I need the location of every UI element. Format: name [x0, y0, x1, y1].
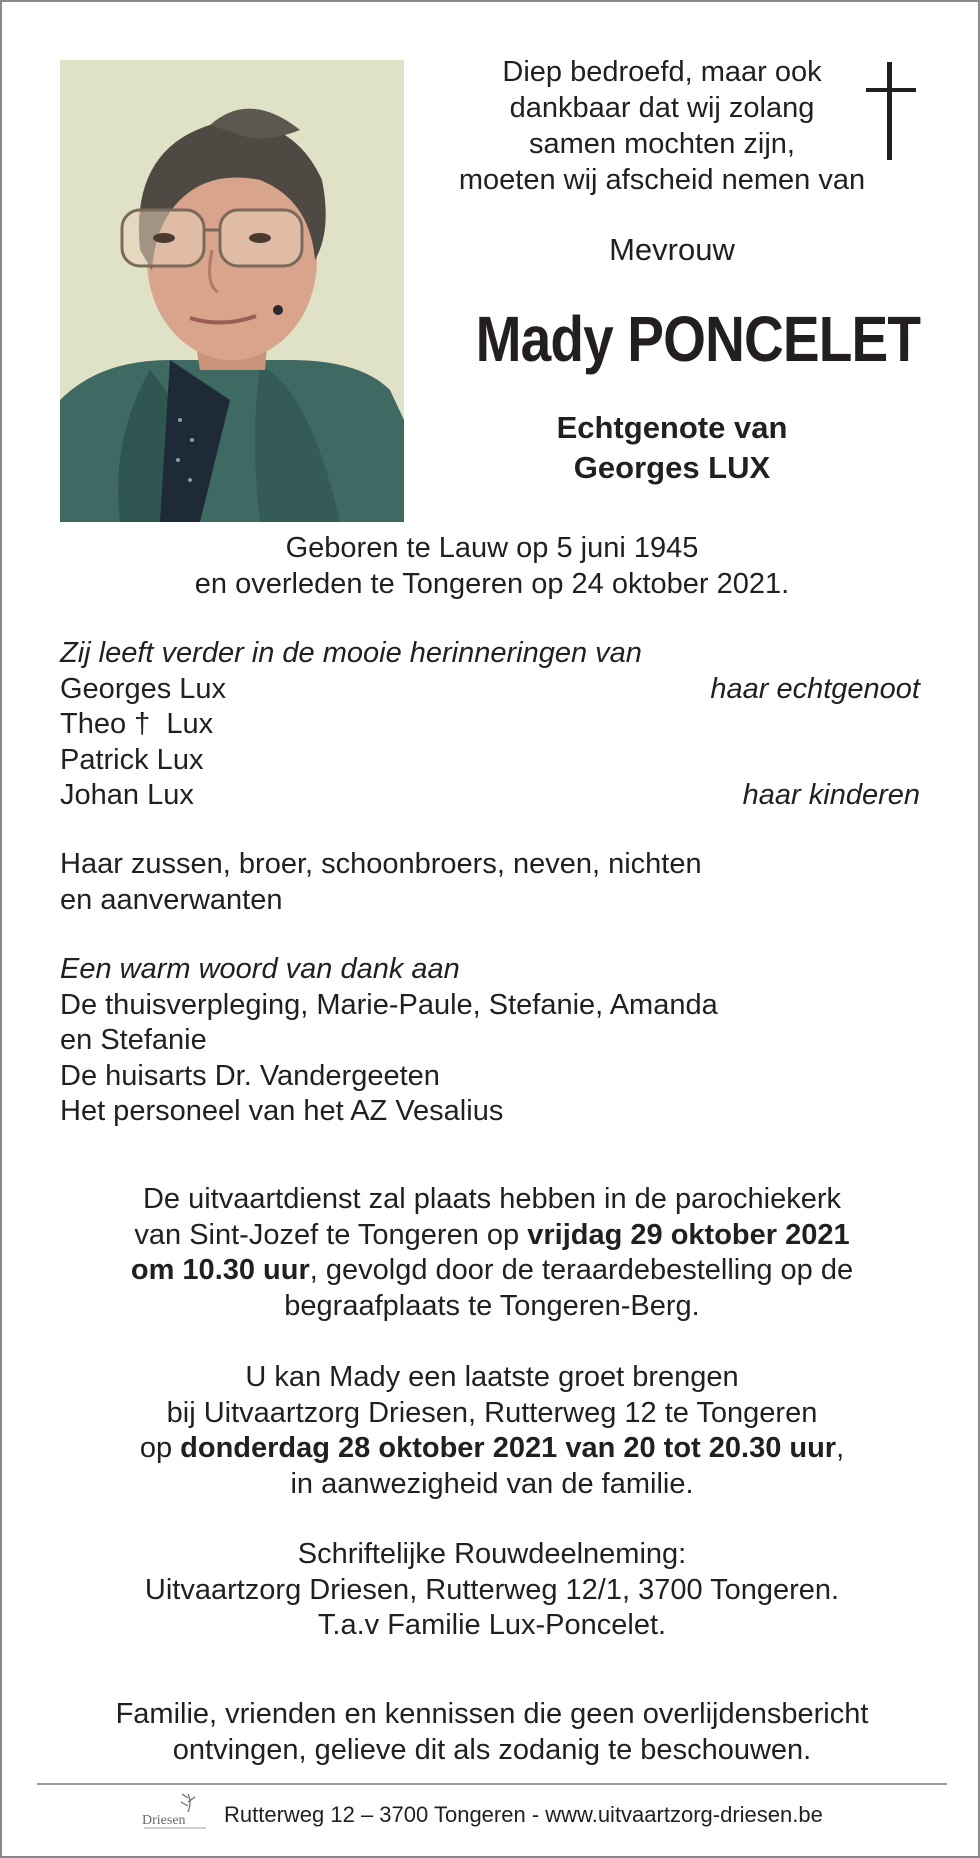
service-text: , gevolgd door de teraardebestelling op de — [309, 1254, 854, 1286]
spouse-info — [442, 408, 902, 488]
family-member — [60, 707, 920, 743]
visitation-line: bij Uitvaartzorg Driesen, Rutterweg 12 te Tongeren — [166, 1396, 818, 1429]
service-time: om 10.30 uur — [130, 1254, 310, 1286]
thanks-line: De thuisverpleging, Marie-Paule, Stefanie, Amanda — [60, 988, 718, 1021]
member-relation: haar kinderen — [742, 779, 920, 811]
service-text: van Sint-Jozef te Tongeren op — [134, 1218, 528, 1251]
condolence-line: Uitvaartzorg Driesen, Rutterweg 12/1, 3700 Tongeren. — [144, 1573, 840, 1606]
life-dates — [2, 530, 980, 602]
death-line: en overleden te Tongeren op 24 oktober 2021. — [194, 568, 790, 600]
member-name: Johan Lux — [60, 779, 194, 811]
visitation-date: donderdag 28 oktober 2021 van 20 tot 20.30 uur — [180, 1432, 837, 1464]
visitation-text: , — [836, 1432, 845, 1464]
thanks-line: De huisarts Dr. Vandergeeten — [60, 1059, 440, 1092]
intro-line: dankbaar dat wij zolang — [509, 92, 815, 124]
logo-text: Driesen — [142, 1813, 186, 1828]
service-line: De uitvaartdienst zal plaats hebben in de parochiekerk — [142, 1183, 842, 1215]
driesen-logo — [140, 1788, 210, 1838]
condolence-line: Schriftelijke Rouwdeelneming: — [297, 1538, 687, 1570]
condolence-address — [2, 1537, 980, 1644]
family-member — [60, 778, 920, 814]
funeral-service — [2, 1182, 980, 1324]
visitation-line — [2, 1431, 980, 1467]
footer-divider — [37, 1783, 947, 1785]
intro-text — [442, 54, 882, 198]
visitation — [2, 1360, 980, 1502]
spouse-line: Echtgenote van — [556, 410, 788, 445]
thanks-intro: Een warm woord van dank aan — [60, 953, 460, 985]
thanks-section — [60, 952, 718, 1130]
family-section — [60, 636, 920, 814]
intro-line: samen mochten zijn, — [529, 128, 795, 160]
service-line — [2, 1253, 980, 1289]
portrait-photo — [60, 60, 404, 522]
relatives-section — [60, 847, 702, 918]
member-name: Georges Lux — [60, 672, 227, 705]
relatives-line: Haar zussen, broer, schoonbroers, neven, nichten — [60, 848, 702, 880]
thanks-line: Het personeel van het AZ Vesalius — [60, 1095, 504, 1127]
family-intro: Zij leeft verder in de mooie herinneringen van — [60, 637, 642, 669]
birth-line: Geboren te Lauw op 5 juni 1945 — [285, 532, 699, 564]
cross-icon — [864, 62, 924, 162]
member-name: Theo † Lux — [60, 708, 214, 740]
closing-line: Familie, vrienden en kennissen die geen overlijdensbericht — [115, 1698, 869, 1730]
condolence-line: T.a.v Familie Lux-Poncelet. — [317, 1609, 667, 1641]
service-line: begraafplaats te Tongeren-Berg. — [284, 1289, 700, 1322]
thanks-line: en Stefanie — [60, 1024, 207, 1056]
footer-address: Rutterweg 12 – 3700 Tongeren - www.uitvaartzorg-driesen.be — [224, 1802, 823, 1827]
visitation-line: U kan Mady een laatste groet brengen — [245, 1361, 739, 1393]
closing-note — [2, 1697, 980, 1768]
family-member — [60, 743, 920, 779]
service-date: vrijdag 29 oktober 2021 — [527, 1218, 850, 1251]
member-name: Patrick Lux — [60, 743, 204, 776]
intro-line: moeten wij afscheid nemen van — [458, 164, 866, 196]
service-line — [2, 1218, 980, 1254]
intro-line: Diep bedroefd, maar ook — [502, 56, 822, 88]
member-relation: haar echtgenoot — [710, 672, 920, 705]
relatives-line: en aanverwanten — [60, 883, 283, 916]
closing-line: ontvingen, gelieve dit als zodanig te beschouwen. — [172, 1733, 812, 1766]
visitation-text: op — [139, 1432, 181, 1464]
deceased-name: Mady PONCELET — [475, 303, 921, 375]
spouse-name: Georges LUX — [573, 450, 771, 485]
family-member — [60, 672, 920, 708]
visitation-line: in aanwezigheid van de familie. — [290, 1467, 694, 1500]
salutation: Mevrouw — [609, 232, 735, 267]
